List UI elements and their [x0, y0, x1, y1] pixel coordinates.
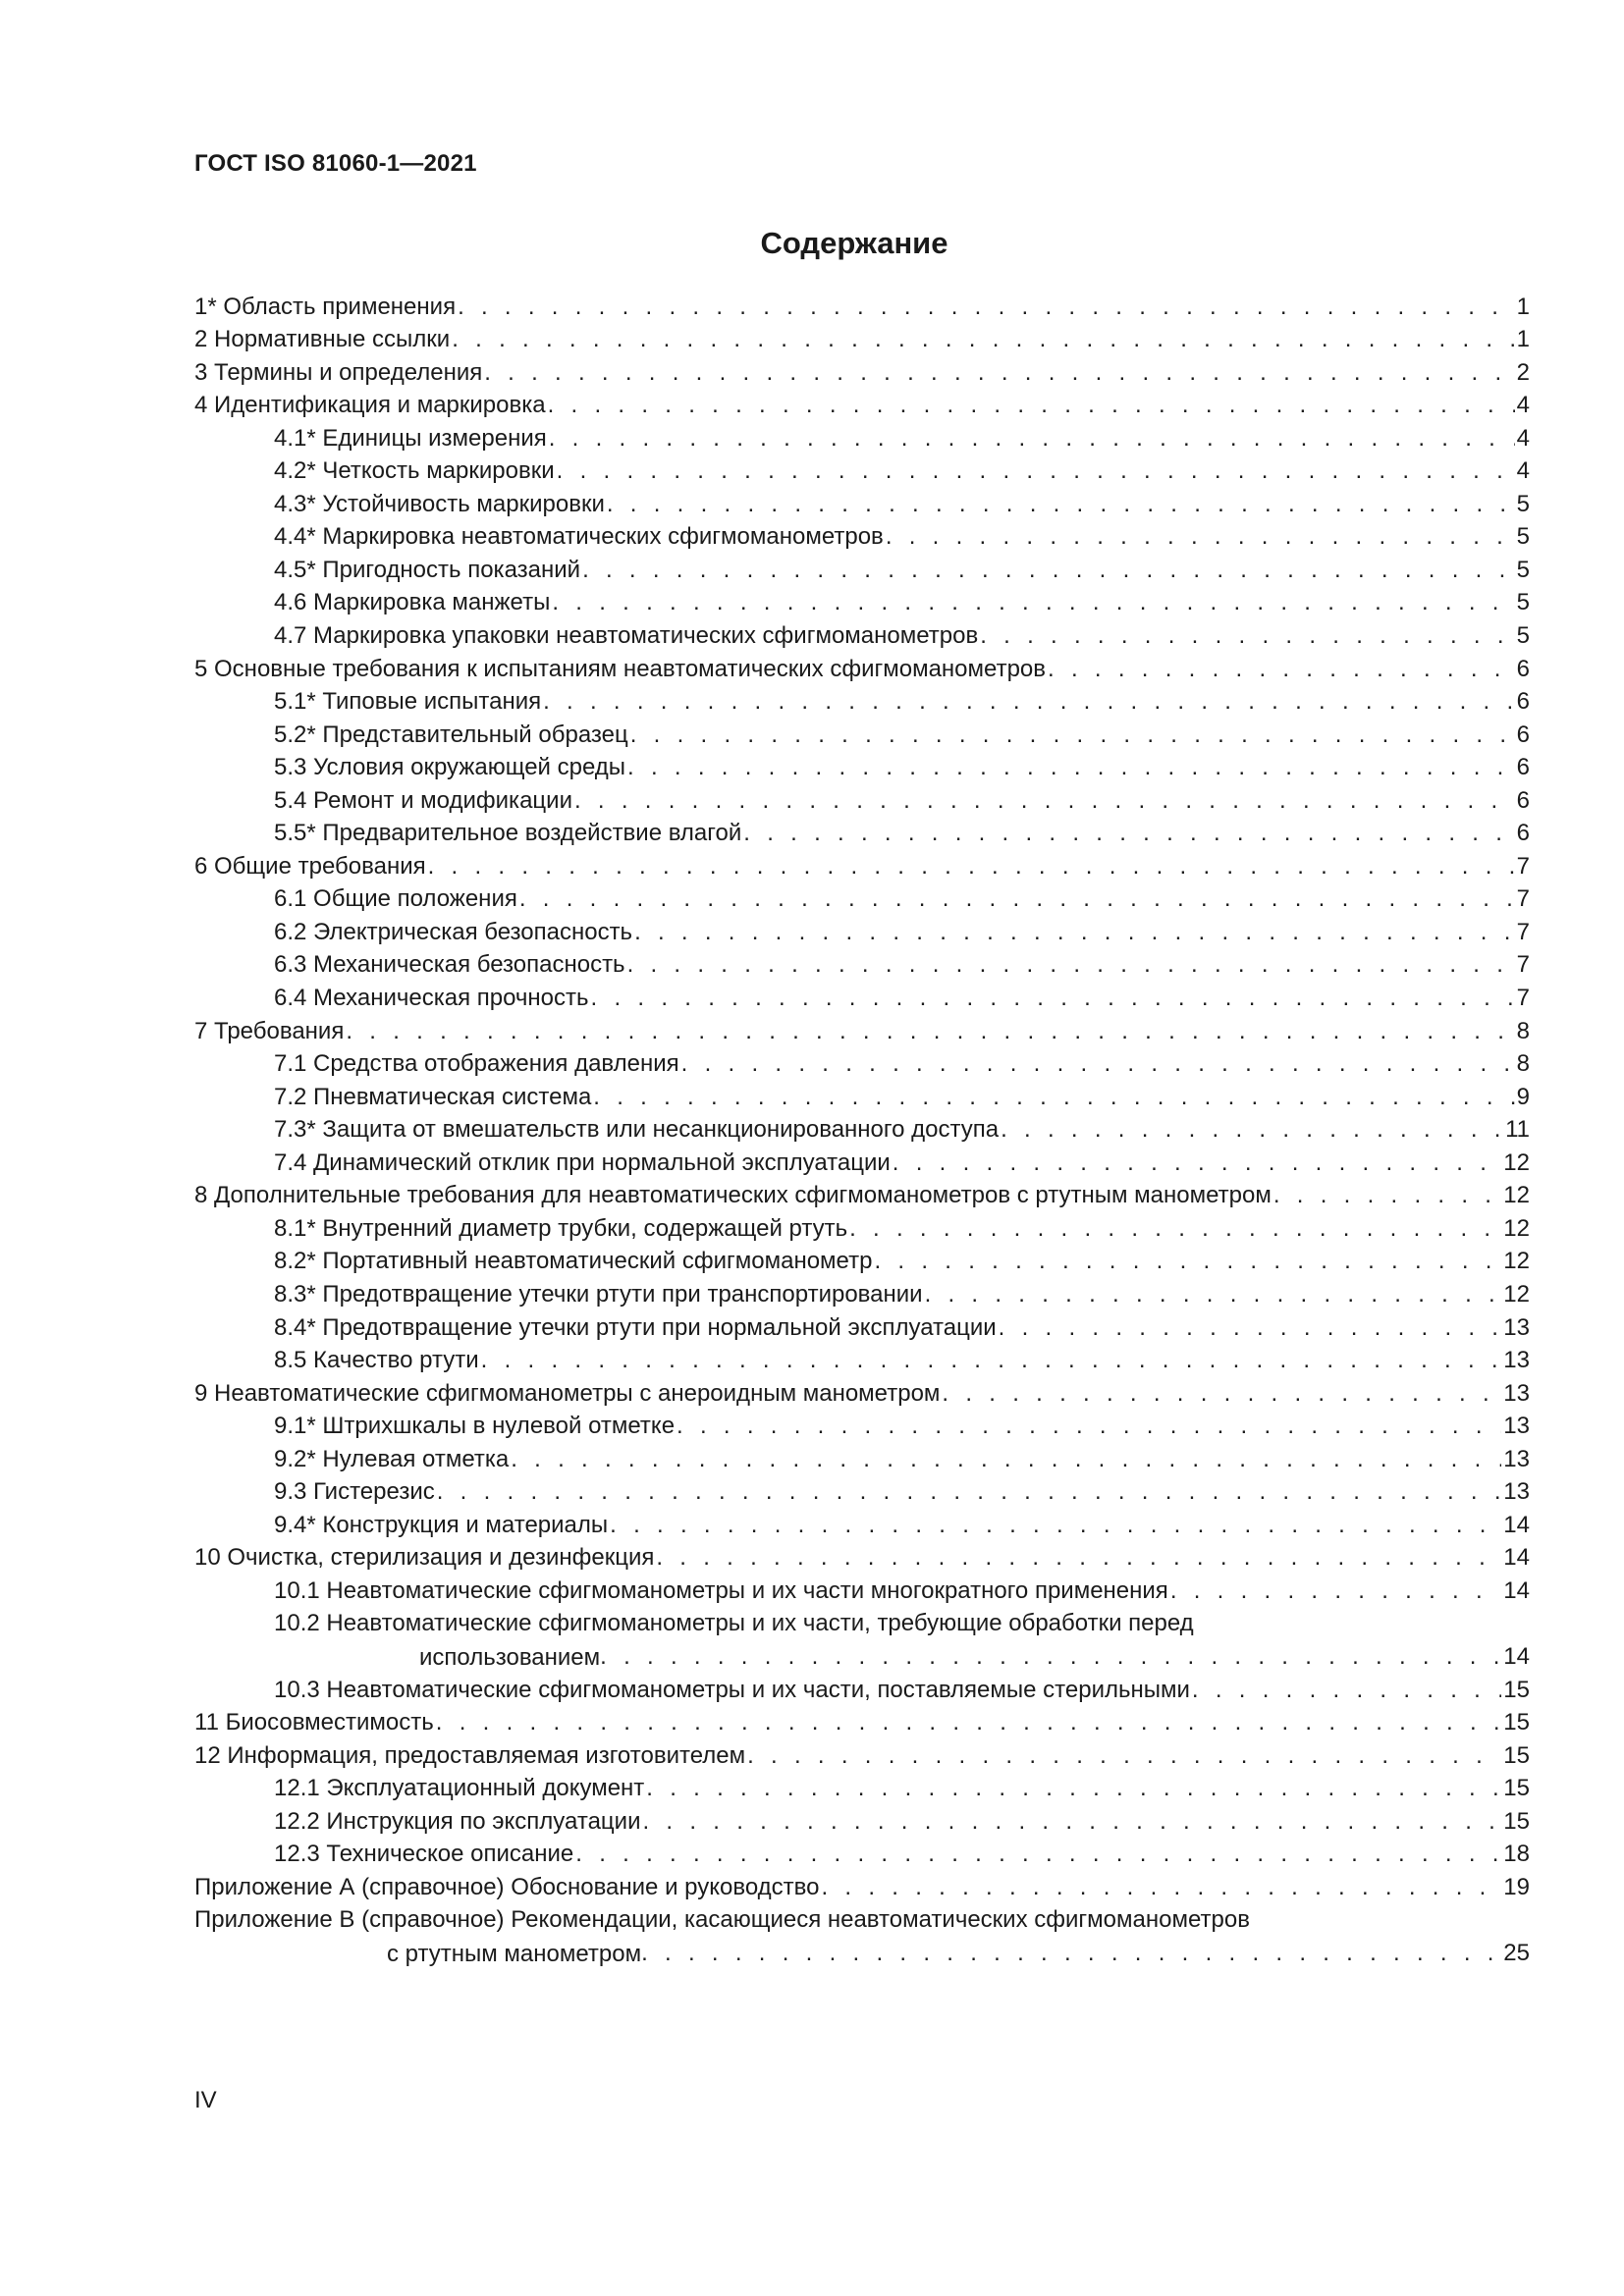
- toc-entry-page: 6: [1516, 786, 1530, 814]
- toc-entry[interactable]: [194, 519, 1530, 553]
- toc-entry-page: 1: [1516, 293, 1530, 320]
- toc-entry-page: 15: [1503, 1676, 1530, 1703]
- toc-entry-page: 7: [1516, 985, 1530, 1012]
- toc-entry-label: 8.4* Предотвращение утечки ртути при нормальной эксплуатации: [274, 1313, 997, 1341]
- toc-entry[interactable]: [194, 881, 1530, 915]
- toc-entry[interactable]: [194, 1441, 1530, 1474]
- toc-entry[interactable]: [194, 1309, 1530, 1343]
- toc-entry-label: 7.3* Защита от вмешательств или несанкционированного доступа: [274, 1116, 1000, 1144]
- toc-entry-label: 6.1 Общие положения: [274, 885, 517, 913]
- toc-entry-label: 8.3* Предотвращение утечки ртути при транспортировании: [274, 1280, 923, 1308]
- toc-entry[interactable]: [194, 1771, 1530, 1804]
- toc-entry-page: 19: [1503, 1873, 1530, 1900]
- toc-entry-label: Приложение А (справочное) Обоснование и руководство: [194, 1873, 820, 1900]
- toc-entry-label: 6 Общие требования: [194, 852, 426, 880]
- toc-entry[interactable]: [194, 1046, 1530, 1080]
- toc-title: Содержание: [760, 226, 948, 260]
- toc-entry-label: 7.4 Динамический отклик при нормальной эксплуатации: [274, 1148, 891, 1176]
- toc-entry-label: 10 Очистка, стерилизация и дезинфекция: [194, 1544, 655, 1572]
- toc-entry-page: 7: [1516, 852, 1530, 880]
- toc-entry-page: 14: [1503, 1642, 1530, 1670]
- toc-entry-page: 13: [1503, 1478, 1530, 1506]
- toc-entry-page: 14: [1503, 1576, 1530, 1604]
- toc-entry-label: 5.5* Предварительное воздействие влагой: [274, 820, 742, 847]
- toc-entry-page: 13: [1503, 1313, 1530, 1341]
- toc-entry-page: 5: [1516, 589, 1530, 616]
- toc-entry[interactable]: [194, 1573, 1530, 1606]
- toc-entry[interactable]: [194, 585, 1530, 618]
- toc-entry[interactable]: [194, 914, 1530, 947]
- toc-entry-page: 6: [1516, 754, 1530, 781]
- toc-entry-label: 9 Неавтоматические сфигмоманометры с анероидным манометром: [194, 1379, 941, 1407]
- toc-entry-label: 12.1 Эксплуатационный документ: [274, 1775, 645, 1802]
- toc-entry-label: 2 Нормативные ссылки: [194, 326, 451, 353]
- toc-entry-page: 12: [1503, 1280, 1530, 1308]
- toc-entry-label: 5.4 Ремонт и модификации: [274, 786, 572, 814]
- document-code: ГОСТ ISO 81060-1—2021: [194, 150, 477, 177]
- toc-entry-page: 7: [1516, 951, 1530, 979]
- table-of-contents: [194, 289, 1530, 1968]
- toc-entry-label: 11 Биосовместимость: [194, 1709, 434, 1736]
- toc-entry-page: 8: [1516, 1017, 1530, 1044]
- toc-entry-label: 4.2* Четкость маркировки: [274, 457, 555, 485]
- toc-entry[interactable]: [194, 1837, 1530, 1870]
- toc-entry-label: 5.3 Условия окружающей среды: [274, 754, 626, 781]
- toc-entry-page: 5: [1516, 622, 1530, 650]
- toc-entry-label: 4.4* Маркировка неавтоматических сфигмоманометров: [274, 523, 884, 551]
- toc-entry[interactable]: [194, 1210, 1530, 1244]
- toc-entry-page: 15: [1503, 1775, 1530, 1802]
- toc-entry[interactable]: [194, 1112, 1530, 1146]
- toc-entry-label: 4 Идентификация и маркировка: [194, 392, 546, 419]
- toc-entry-label: 6.2 Электрическая безопасность: [274, 918, 633, 945]
- toc-entry-page: 7: [1516, 885, 1530, 913]
- toc-entry[interactable]: [194, 1507, 1530, 1540]
- toc-entry-page: 15: [1503, 1741, 1530, 1769]
- toc-entry[interactable]: [194, 1705, 1530, 1738]
- toc-entry-label: 8.5 Качество ртути: [274, 1347, 479, 1374]
- toc-entry-label: 12.2 Инструкция по эксплуатации: [274, 1807, 641, 1835]
- toc-entry[interactable]: [194, 420, 1530, 454]
- toc-entry[interactable]: [194, 848, 1530, 881]
- toc-entry-page: 4: [1516, 457, 1530, 485]
- toc-entry-label: Приложение В (справочное) Рекомендации, касающиеся неавтоматических сфигмоманометров: [194, 1906, 1250, 1934]
- toc-entry[interactable]: [194, 1013, 1530, 1046]
- toc-entry[interactable]: [194, 1343, 1530, 1376]
- toc-entry-page: 8: [1516, 1050, 1530, 1078]
- toc-entry-label: 10.2 Неавтоматические сфигмоманометры и их части, требующие обработки перед: [274, 1610, 1194, 1637]
- toc-entry[interactable]: [194, 1803, 1530, 1837]
- toc-entry[interactable]: [194, 816, 1530, 849]
- toc-entry[interactable]: [194, 1869, 1530, 1902]
- toc-entry[interactable]: [194, 1178, 1530, 1211]
- toc-entry-page: 5: [1516, 556, 1530, 583]
- toc-entry-page: 18: [1503, 1841, 1530, 1868]
- toc-entry[interactable]: [194, 1474, 1530, 1508]
- toc-entry[interactable]: [194, 1606, 1530, 1672]
- toc-entry-page: 6: [1516, 820, 1530, 847]
- toc-entry[interactable]: [194, 617, 1530, 651]
- toc-entry[interactable]: [194, 552, 1530, 585]
- toc-entry-label: 9.2* Нулевая отметка: [274, 1445, 510, 1472]
- toc-entry-page: 12: [1503, 1182, 1530, 1209]
- toc-entry-label: 4.7 Маркировка упаковки неавтоматических сфигмоманометров: [274, 622, 979, 650]
- toc-entry-page: 5: [1516, 490, 1530, 517]
- toc-entry-page: 4: [1516, 392, 1530, 419]
- toc-entry-page: 4: [1516, 424, 1530, 452]
- toc-entry-label: 6.3 Механическая безопасность: [274, 951, 625, 979]
- toc-entry-label: 8.1* Внутренний диаметр трубки, содержащей ртуть: [274, 1214, 848, 1242]
- toc-entry-page: 12: [1503, 1148, 1530, 1176]
- toc-entry[interactable]: [194, 1902, 1530, 1968]
- toc-entry-label: 1* Область применения: [194, 293, 457, 320]
- toc-entry[interactable]: [194, 388, 1530, 421]
- toc-entry-label: 5.1* Типовые испытания: [274, 688, 542, 716]
- toc-entry-page: 13: [1503, 1445, 1530, 1472]
- toc-entry-label: 10.3 Неавтоматические сфигмоманометры и их части, поставляемые стерильными: [274, 1676, 1190, 1703]
- toc-entry-label: 7 Требования: [194, 1017, 345, 1044]
- toc-entry-page: 13: [1503, 1347, 1530, 1374]
- toc-entry-page: 6: [1516, 655, 1530, 682]
- toc-entry-page: 7: [1516, 918, 1530, 945]
- toc-entry[interactable]: [194, 750, 1530, 783]
- toc-entry-page: 6: [1516, 721, 1530, 748]
- toc-entry-label: 4.6 Маркировка манжеты: [274, 589, 551, 616]
- toc-entry[interactable]: [194, 947, 1530, 981]
- toc-entry[interactable]: [194, 1540, 1530, 1574]
- toc-entry[interactable]: [194, 1244, 1530, 1277]
- toc-entry-page: 25: [1503, 1939, 1530, 1966]
- toc-entry[interactable]: [194, 1672, 1530, 1705]
- toc-entry-label: 8.2* Портативный неавтоматический сфигмоманометр: [274, 1248, 873, 1275]
- toc-entry-label: 9.3 Гистерезис: [274, 1478, 435, 1506]
- toc-entry-label: 4.5* Пригодность показаний: [274, 556, 581, 583]
- toc-entry-label-cont: использованием: [419, 1643, 601, 1671]
- toc-entry[interactable]: [194, 1145, 1530, 1178]
- toc-entry-label: 5 Основные требования к испытаниям неавтоматических сфигмоманометров: [194, 655, 1047, 682]
- toc-entry-page: 14: [1503, 1544, 1530, 1572]
- toc-entry[interactable]: [194, 1737, 1530, 1771]
- toc-entry[interactable]: [194, 651, 1530, 684]
- toc-entry[interactable]: [194, 684, 1530, 718]
- toc-entry-label: 4.3* Устойчивость маркировки: [274, 490, 605, 517]
- toc-entry-label-cont: с ртутным манометром: [387, 1940, 642, 1967]
- toc-entry-label: 12 Информация, предоставляемая изготовителем: [194, 1741, 746, 1769]
- toc-entry[interactable]: [194, 289, 1530, 322]
- toc-entry-label: 9.1* Штрихшкалы в нулевой отметке: [274, 1413, 676, 1440]
- toc-entry[interactable]: [194, 1375, 1530, 1409]
- toc-entry-page: 5: [1516, 523, 1530, 551]
- toc-entry[interactable]: [194, 322, 1530, 355]
- toc-entry[interactable]: [194, 486, 1530, 519]
- toc-entry-page: 13: [1503, 1413, 1530, 1440]
- toc-entry-page: 12: [1503, 1214, 1530, 1242]
- toc-entry[interactable]: [194, 1276, 1530, 1309]
- toc-entry[interactable]: [194, 454, 1530, 487]
- toc-entry-page: 2: [1516, 358, 1530, 386]
- toc-entry-label: 9.4* Конструкция и материалы: [274, 1511, 609, 1538]
- toc-entry-label: 7.1 Средства отображения давления: [274, 1050, 679, 1078]
- toc-entry-page: 12: [1503, 1248, 1530, 1275]
- toc-entry-page: 6: [1516, 688, 1530, 716]
- toc-entry-label: 12.3 Техническое описание: [274, 1841, 574, 1868]
- toc-entry-page: 11: [1505, 1116, 1530, 1144]
- page-number: IV: [194, 2087, 217, 2113]
- toc-entry-page: 15: [1503, 1807, 1530, 1835]
- toc-entry-label: 3 Термины и определения: [194, 358, 483, 386]
- toc-entry-label: 4.1* Единицы измерения: [274, 424, 547, 452]
- toc-entry[interactable]: [194, 980, 1530, 1013]
- toc-entry-label: 6.4 Механическая прочность: [274, 985, 589, 1012]
- toc-entry[interactable]: [194, 1079, 1530, 1112]
- toc-entry-label: 7.2 Пневматическая система: [274, 1083, 592, 1110]
- toc-entry-page: 13: [1503, 1379, 1530, 1407]
- toc-entry-label: 5.2* Представительный образец: [274, 721, 628, 748]
- toc-entry[interactable]: [194, 782, 1530, 816]
- toc-entry[interactable]: [194, 1409, 1530, 1442]
- toc-entry-page: 9: [1516, 1083, 1530, 1110]
- toc-entry[interactable]: [194, 354, 1530, 388]
- toc-entry[interactable]: [194, 717, 1530, 750]
- toc-entry-label: 10.1 Неавтоматические сфигмоманометры и их части многократного применения: [274, 1576, 1168, 1604]
- toc-entry-page: 14: [1503, 1511, 1530, 1538]
- toc-entry-label: 8 Дополнительные требования для неавтоматических сфигмоманометров с ртутным манометром: [194, 1182, 1272, 1209]
- toc-entry-page: 1: [1516, 326, 1530, 353]
- toc-entry-page: 15: [1503, 1709, 1530, 1736]
